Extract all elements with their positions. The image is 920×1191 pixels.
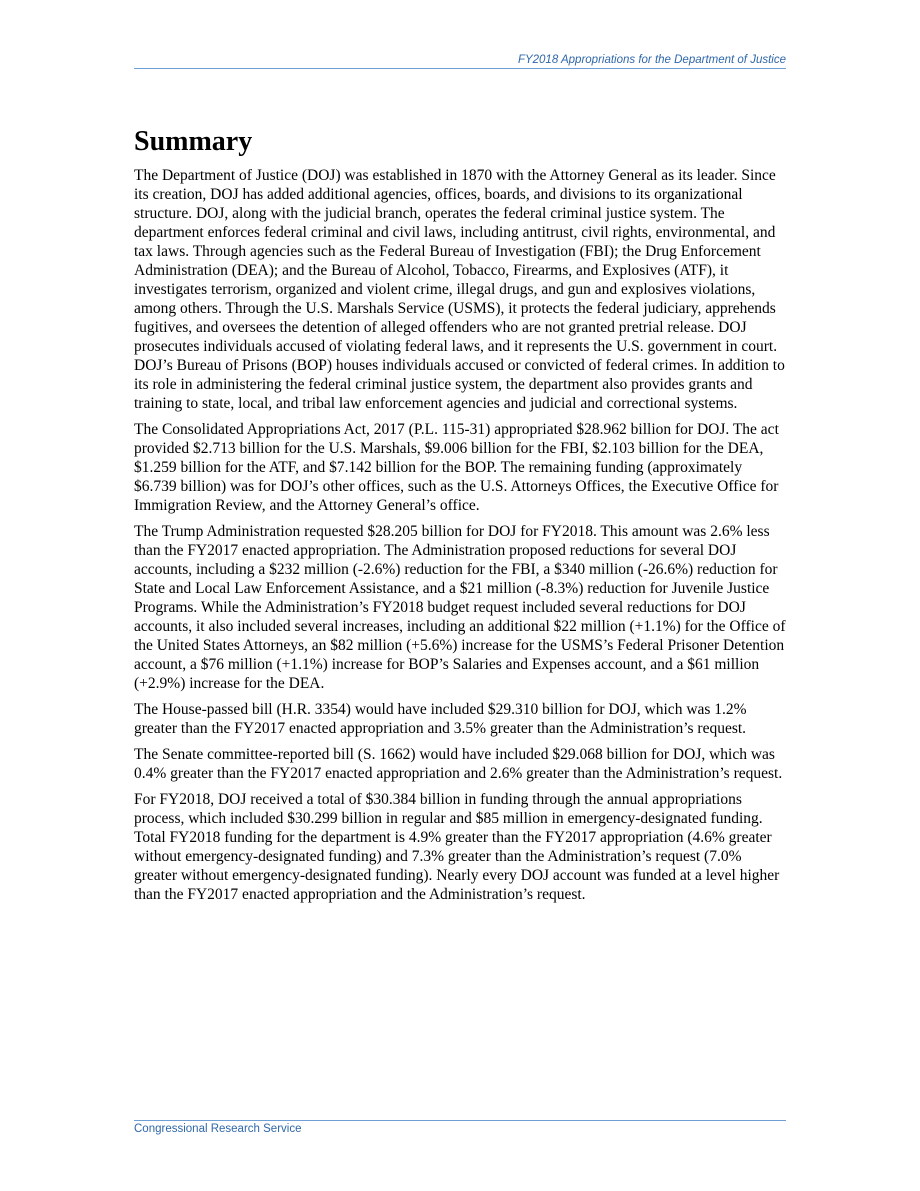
running-footer: Congressional Research Service (134, 1120, 786, 1135)
paragraph-fy2017-appropriations: The Consolidated Appropriations Act, 2017 (P.L. 115-31) appropriated $28.962 billion for DOJ. The act provided $2.713 billion for the U.S. Marshals, $9.006 billion for the FBI, $2.103 billion for the DEA, $1.259 billion for the ATF, and $7.142 billion for the BOP. The remaining funding (approximately $6.739 billion) was for DOJ’s other offices, such as the U.S. Attorneys Offices, the Executive Office for Immigration Review, and the Attorney General’s office. (134, 421, 779, 514)
paragraph-administration-request: The Trump Administration requested $28.205 billion for DOJ for FY2018. This amount was 2.6% less than the FY2017 enacted appropriation. The Administration proposed reductions for several DOJ accounts, including a $232 million (-2.6%) reduction for the FBI, a $340 million (-26.6%) reduction for State and Local Law Enforcement Assistance, and a $21 million (-8.3%) reduction for Juvenile Justice Programs. While the Administration’s FY2018 budget request included several reductions for DOJ accounts, it also included several increases, including an additional $22 million (+1.1%) for the Office of the United States Attorneys, an $82 million (+5.6%) increase for the USMS’s Federal Prisoner Detention account, a $76 million (+1.1%) increase for BOP’s Salaries and Expenses account, and a $61 million (+2.9%) increase for the DEA. (134, 523, 786, 692)
paragraph-house-bill: The House-passed bill (H.R. 3354) would have included $29.310 billion for DOJ, which was 1.2% greater than the FY2017 enacted appropriation and 3.5% greater than the Administration’s request. (134, 701, 747, 737)
running-header: FY2018 Appropriations for the Department of Justice (134, 54, 786, 69)
summary-section (134, 126, 786, 911)
section-title: Summary (134, 126, 253, 157)
paragraph-fy2018-funding: For FY2018, DOJ received a total of $30.384 billion in funding through the annual appropriations process, which included $30.299 billion in regular and $85 million in emergency-designated funding. Total FY2018 funding for the department is 4.9% greater than the FY2017 appropriation (4.6% greater without emergency-designated funding) and 7.3% greater than the Administration’s request (7.0% greater without emergency-designated funding). Nearly every DOJ account was funded at a level higher than the FY2017 enacted appropriation and the Administration’s request. (134, 791, 780, 903)
paragraph-doj-overview: The Department of Justice (DOJ) was established in 1870 with the Attorney General as its leader. Since its creation, DOJ has added additional agencies, offices, boards, and divisions to its organizational structure. DOJ, along with the judicial branch, operates the federal criminal justice system. The department enforces federal criminal and civil laws, including antitrust, civil rights, environmental, and tax laws. Through agencies such as the Federal Bureau of Investigation (FBI); the Drug Enforcement Administration (DEA); and the Bureau of Alcohol, Tobacco, Firearms, and Explosives (ATF), it investigates terrorism, organized and violent crime, illegal drugs, and gun and explosives violations, among others. Through the U.S. Marshals Service (USMS), it protects the federal judiciary, apprehends fugitives, and oversees the detention of alleged offenders who are not granted pretrial release. DOJ prosecutes individuals accused of violating federal laws, and it represents the U.S. government in court. DOJ’s Bureau of Prisons (BOP) houses individuals accused or convicted of federal crimes. In addition to its role in administering the federal criminal justice system, the department also provides grants and training to state, local, and tribal law enforcement agencies and judicial and correctional systems. (134, 167, 785, 412)
paragraph-senate-bill: The Senate committee-reported bill (S. 1662) would have included $29.068 billion for DOJ, which was 0.4% greater than the FY2017 enacted appropriation and 2.6% greater than the Administration’s request. (134, 746, 783, 782)
